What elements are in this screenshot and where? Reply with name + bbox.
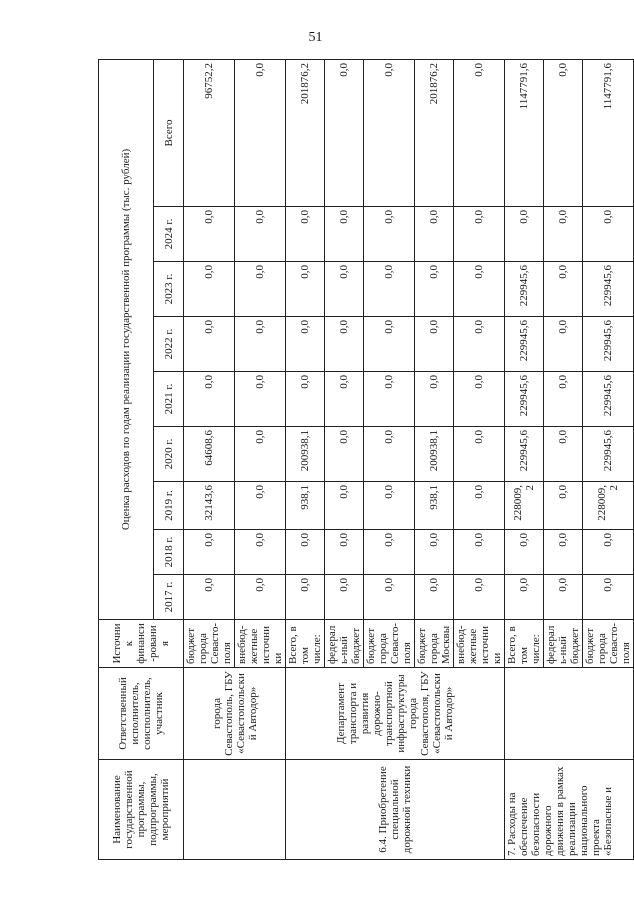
value-cell: 0,0	[286, 575, 325, 620]
value-cell: 0,0	[235, 427, 286, 482]
value-cell: 0,0	[454, 427, 505, 482]
value-cell: 0,0	[583, 207, 634, 262]
value-cell: 0,0	[505, 207, 544, 262]
total-cell: 201876,2	[415, 59, 454, 206]
value-cell: 938,1	[286, 482, 325, 530]
value-cell: 229945,6	[505, 262, 544, 317]
row-executor: Департамент транспорта и развития дорожно-транспортной инфраструктуры города Севастополя, ГБУ «Севастопольский Автодор»	[286, 668, 505, 760]
value-cell: 0,0	[325, 262, 364, 317]
row-executor: города Севастополь, ГБУ «Севастопольский Автодор»	[184, 668, 286, 760]
value-cell: 0,0	[454, 262, 505, 317]
value-cell: 0,0	[235, 317, 286, 372]
value-cell: 0,0	[415, 575, 454, 620]
header-year: 2021 г.	[154, 372, 184, 427]
total-cell: 0,0	[544, 59, 583, 206]
row-source: Всего, в том числе:	[286, 620, 325, 668]
total-cell: 0,0	[325, 59, 364, 206]
value-cell: 0,0	[454, 530, 505, 575]
row-source: федераль-ный бюджет	[544, 620, 583, 668]
row-name: 7. Расходы на обеспечение безопасности дорожного движения в рамках реализации национального проекта «Безопасные и	[505, 760, 634, 860]
value-cell: 0,0	[286, 317, 325, 372]
row-name	[184, 760, 286, 860]
value-cell: 0,0	[544, 482, 583, 530]
total-cell: 0,0	[454, 59, 505, 206]
value-cell: 0,0	[454, 207, 505, 262]
table-row	[184, 59, 235, 859]
value-cell: 229945,6	[583, 317, 634, 372]
value-cell: 0,0	[544, 262, 583, 317]
value-cell: 0,0	[544, 427, 583, 482]
value-cell: 0,0	[454, 372, 505, 427]
value-cell: 0,0	[544, 372, 583, 427]
value-cell: 0,0	[235, 262, 286, 317]
value-cell: 0,0	[364, 427, 415, 482]
value-cell: 0,0	[364, 317, 415, 372]
value-cell: 0,0	[286, 207, 325, 262]
value-cell: 0,0	[583, 575, 634, 620]
value-cell: 0,0	[415, 530, 454, 575]
value-cell: 0,0	[286, 262, 325, 317]
header-year: 2019 г.	[154, 482, 184, 530]
value-cell: 0,0	[184, 372, 235, 427]
value-cell: 0,0	[364, 262, 415, 317]
value-cell: 0,0	[505, 575, 544, 620]
value-cell: 0,0	[235, 207, 286, 262]
row-source: Всего, в том числе:	[505, 620, 544, 668]
budget-table	[98, 59, 634, 860]
value-cell: 0,0	[325, 207, 364, 262]
value-cell: 229945,6	[505, 372, 544, 427]
value-cell: 0,0	[544, 207, 583, 262]
total-cell: 0,0	[364, 59, 415, 206]
header-year: 2022 г.	[154, 317, 184, 372]
header-source: Источник финанси-рования	[99, 620, 184, 668]
table-row	[505, 59, 544, 859]
value-cell: 0,0	[325, 317, 364, 372]
value-cell: 0,0	[286, 530, 325, 575]
value-cell: 0,0	[235, 530, 286, 575]
total-cell: 1147791,6	[505, 59, 544, 206]
header-year: 2020 г.	[154, 427, 184, 482]
row-source: бюджет города Севасто-поля	[583, 620, 634, 668]
header-row-1	[99, 59, 154, 859]
value-cell: 0,0	[364, 482, 415, 530]
value-cell: 0,0	[325, 482, 364, 530]
value-cell: 0,0	[235, 482, 286, 530]
rotated-table-area	[98, 60, 632, 860]
header-year: 2024 г.	[154, 207, 184, 262]
value-cell: 228009,2	[583, 482, 634, 530]
row-source: внебюд-жетные источники	[454, 620, 505, 668]
table-row	[286, 59, 325, 859]
row-source: бюджет города Москвы	[415, 620, 454, 668]
row-source: внебюд-жетные источники	[235, 620, 286, 668]
value-cell: 229945,6	[505, 427, 544, 482]
value-cell: 229945,6	[505, 317, 544, 372]
header-year: 2023 г.	[154, 262, 184, 317]
header-year: 2018 г.	[154, 530, 184, 575]
value-cell: 0,0	[544, 317, 583, 372]
total-cell: 201876,2	[286, 59, 325, 206]
value-cell: 0,0	[415, 372, 454, 427]
total-cell: 1147791,6	[583, 59, 634, 206]
value-cell: 64608,6	[184, 427, 235, 482]
value-cell: 0,0	[184, 575, 235, 620]
value-cell: 0,0	[325, 530, 364, 575]
value-cell: 0,0	[454, 482, 505, 530]
value-cell: 0,0	[583, 530, 634, 575]
header-executor: Ответственный исполнитель, соисполнитель, участник	[99, 668, 184, 760]
value-cell: 0,0	[325, 372, 364, 427]
value-cell: 0,0	[364, 207, 415, 262]
value-cell: 229945,6	[583, 262, 634, 317]
value-cell: 200938,1	[415, 427, 454, 482]
header-year: 2017 г.	[154, 575, 184, 620]
row-source: федераль-ный бюджет	[325, 620, 364, 668]
value-cell: 0,0	[544, 575, 583, 620]
value-cell: 0,0	[364, 575, 415, 620]
value-cell: 938,1	[415, 482, 454, 530]
page-number: 51	[308, 30, 323, 45]
value-cell: 0,0	[235, 372, 286, 427]
value-cell: 0,0	[184, 317, 235, 372]
header-name: Наименование государственной программы, подпрограммы, мероприятий	[99, 760, 184, 860]
value-cell: 0,0	[415, 317, 454, 372]
value-cell: 0,0	[184, 207, 235, 262]
row-source: бюджет города Севасто-поля	[184, 620, 235, 668]
value-cell: 0,0	[184, 530, 235, 575]
value-cell: 0,0	[454, 317, 505, 372]
value-cell: 0,0	[364, 372, 415, 427]
value-cell: 228009,2	[505, 482, 544, 530]
value-cell: 0,0	[505, 530, 544, 575]
value-cell: 0,0	[544, 530, 583, 575]
value-cell: 0,0	[454, 575, 505, 620]
value-cell: 0,0	[364, 530, 415, 575]
header-total: Всего	[154, 59, 184, 206]
value-cell: 200938,1	[286, 427, 325, 482]
total-cell: 96752,2	[184, 59, 235, 206]
row-source: бюджет города Севасто-поля	[364, 620, 415, 668]
value-cell: 0,0	[325, 427, 364, 482]
value-cell: 0,0	[415, 207, 454, 262]
total-cell: 0,0	[235, 59, 286, 206]
value-cell: 0,0	[184, 262, 235, 317]
value-cell: 229945,6	[583, 372, 634, 427]
table-rotator	[98, 60, 632, 860]
value-cell: 32143,6	[184, 482, 235, 530]
value-cell: 229945,6	[583, 427, 634, 482]
value-cell: 0,0	[286, 372, 325, 427]
value-cell: 0,0	[235, 575, 286, 620]
row-executor	[505, 668, 634, 760]
row-name: 6.4. Приобретение специальной дорожной техники	[286, 760, 505, 860]
value-cell: 0,0	[415, 262, 454, 317]
header-estimate: Оценка расходов по годам реализации государственной программы (тыс. рублей)	[99, 59, 154, 619]
value-cell: 0,0	[325, 575, 364, 620]
